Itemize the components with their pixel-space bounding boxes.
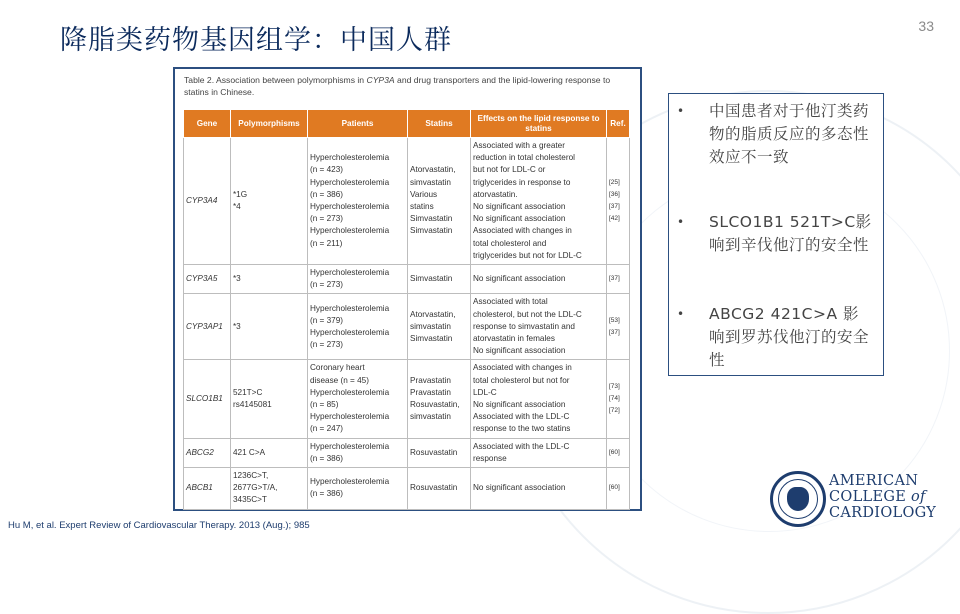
table-row: [184, 438, 630, 467]
cell-gene: ABCG2: [184, 438, 231, 467]
caption-gene: CYP3A: [366, 75, 395, 85]
header-effects: Effects on the lipid response to statins: [471, 110, 607, 138]
cell-polymorphisms: *3: [231, 265, 308, 294]
cell-patients: Hypercholesterolemia (n = 423) Hypercholesterolemia (n = 386) Hypercholesterolemia (n = 273) Hypercholesterolemia (n = 211): [308, 138, 408, 265]
cell-patients: Coronary heart disease (n = 45) Hypercholesterolemia (n = 85) Hypercholesterolemia (n = 247): [308, 360, 408, 438]
cell-effects: No significant association: [471, 265, 607, 294]
cell-refs: [53] [37]: [607, 294, 630, 360]
wordmark-line-1: AMERICAN: [829, 473, 919, 489]
header-statins: Statins: [408, 110, 471, 138]
header-ref: Ref.: [607, 110, 630, 138]
cell-effects: No significant association: [471, 468, 607, 510]
cell-patients: Hypercholesterolemia (n = 386): [308, 468, 408, 510]
cell-gene: SLCO1B1: [184, 360, 231, 438]
cell-gene: CYP3A4: [184, 138, 231, 265]
key-points-box: [668, 93, 884, 376]
wordmark-college: COLLEGE: [829, 489, 907, 505]
table-row: [184, 265, 630, 294]
table-row: [184, 468, 630, 510]
bullet-marker: •: [677, 215, 685, 229]
cell-statins: Simvastatin: [408, 265, 471, 294]
cell-patients: Hypercholesterolemia (n = 273): [308, 265, 408, 294]
cell-refs: [60]: [607, 468, 630, 510]
cell-refs: [60]: [607, 438, 630, 467]
page-number: 33: [918, 18, 934, 34]
cell-patients: Hypercholesterolemia (n = 386): [308, 438, 408, 467]
bullet-text: 中国患者对于他汀类药物的脂质反应的多态性效应不一致: [709, 102, 870, 166]
caption-prefix: Table 2. Association between polymorphisms in: [184, 75, 367, 85]
table-figure: [173, 67, 642, 511]
bullet-marker: •: [677, 104, 685, 118]
cell-refs: [73] [74] [72]: [607, 360, 630, 438]
cell-gene: CYP3AP1: [184, 294, 231, 360]
cell-effects: Associated with changes in total cholesterol but not for LDL-C No significant association Associated with the LDL-C response to the two statins: [471, 360, 607, 438]
header-gene: Gene: [184, 110, 231, 138]
cell-polymorphisms: 1236C>T, 2677G>T/A, 3435C>T: [231, 468, 308, 510]
wordmark-line-3: CARDIOLOGY: [829, 505, 937, 521]
table-row: [184, 360, 630, 438]
cell-polymorphisms: 421 C>A: [231, 438, 308, 467]
cell-patients: Hypercholesterolemia (n = 379) Hypercholesterolemia (n = 273): [308, 294, 408, 360]
slide-title: 降脂类药物基因组学：中国人群: [60, 25, 452, 56]
wordmark-of: of: [911, 489, 926, 505]
cell-effects: Associated with a greater reduction in total cholesterol but not for LDL-C or triglycerides in response to atorvastatin. No significant association No significant association Associated with changes in total cholesterol and triglycerides but not for LDL-C: [471, 138, 607, 265]
cell-statins: Rosuvastatin: [408, 468, 471, 510]
cell-polymorphisms: *1G *4: [231, 138, 308, 265]
header-patients: Patients: [308, 110, 408, 138]
statin-association-table: [183, 109, 630, 510]
bullet-text: ABCG2 421C>A 影响到罗苏伐他汀的安全性: [709, 305, 870, 369]
cell-statins: Rosuvastatin: [408, 438, 471, 467]
cell-effects: Associated with total cholesterol, but not the LDL-C response to simvastatin and atorvastatin in females No significant association: [471, 294, 607, 360]
cell-polymorphisms: 521T>C rs4145081: [231, 360, 308, 438]
cell-refs: [25] [36] [37] [42]: [607, 138, 630, 265]
table-caption: [184, 74, 634, 98]
bullet-marker: •: [677, 307, 685, 321]
cell-statins: Atorvastatin, simvastatin Simvastatin: [408, 294, 471, 360]
cell-statins: Atorvastatin, simvastatin Various statins Simvastatin Simvastatin: [408, 138, 471, 265]
heart-emblem-icon: [787, 487, 809, 511]
cell-gene: CYP3A5: [184, 265, 231, 294]
citation-footer: Hu M, et al. Expert Review of Cardiovascular Therapy. 2013 (Aug.); 985: [8, 520, 310, 531]
cell-effects: Associated with the LDL-C response: [471, 438, 607, 467]
wordmark-line-2: [829, 489, 936, 505]
cell-gene: ABCB1: [184, 468, 231, 510]
acc-seal-logo-icon: [770, 471, 826, 527]
table-header-row: [184, 110, 630, 138]
caption-suffix: and drug transporters and the lipid-lowering response to statins in Chinese.: [184, 75, 611, 97]
bullet-text: SLCO1B1 521T>C影响到辛伐他汀的安全性: [709, 213, 872, 254]
cell-polymorphisms: *3: [231, 294, 308, 360]
table-row: [184, 294, 630, 360]
acc-wordmark: [829, 473, 936, 521]
cell-refs: [37]: [607, 265, 630, 294]
cell-statins: Pravastatin Pravastatin Rosuvastatin, simvastatin: [408, 360, 471, 438]
header-polymorphisms: Polymorphisms: [231, 110, 308, 138]
table-row: [184, 138, 630, 265]
